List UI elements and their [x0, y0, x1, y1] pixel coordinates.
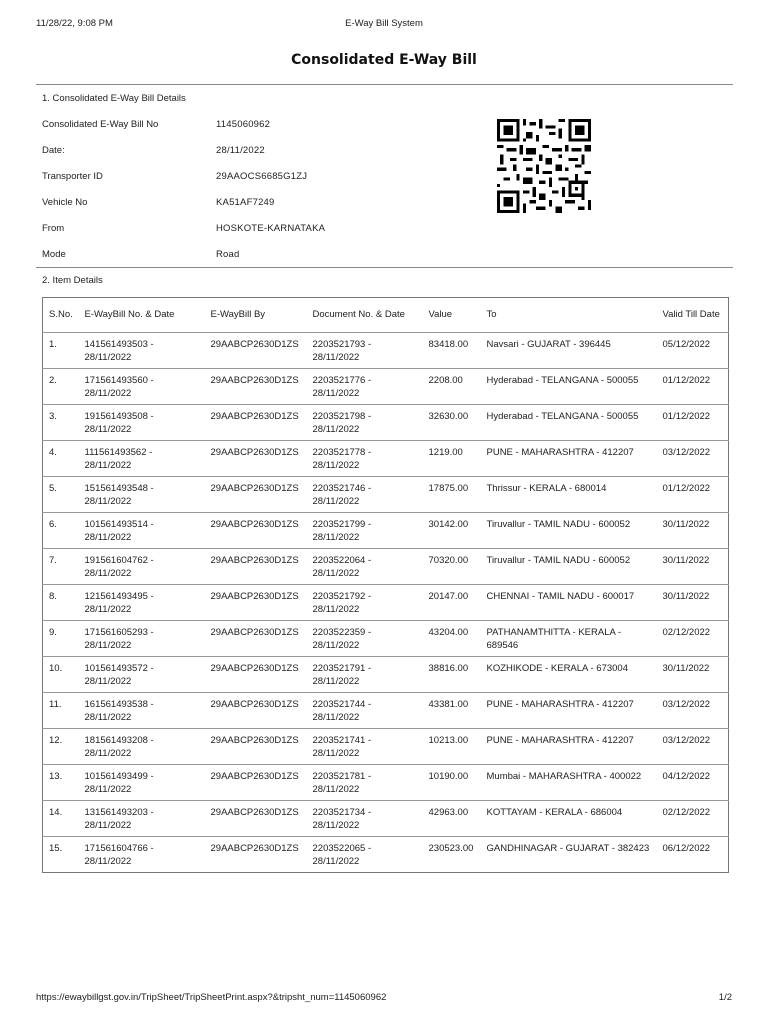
- table-row: [43, 333, 729, 369]
- cell-sno: 15.: [49, 843, 63, 854]
- cell-to: PUNE - MAHARASHTRA - 412207: [481, 729, 657, 765]
- cell-value: 17875.00: [423, 477, 481, 513]
- cell-sno: 11.: [43, 693, 79, 729]
- cell-document-no: 2203521792 - 28/11/2022: [307, 585, 423, 621]
- cell-ewaybill-no: 171561605293 - 28/11/2022: [79, 621, 205, 657]
- table-row: [43, 441, 729, 477]
- cell-valid-till: 01/12/2022: [657, 405, 729, 441]
- cell-to: PATHANAMTHITTA - KERALA - 689546: [481, 621, 657, 657]
- cell-document-no: 2203521776 - 28/11/2022: [307, 369, 423, 405]
- divider: [36, 84, 733, 85]
- cell-valid-till: 03/12/2022: [657, 441, 729, 477]
- cell-ewaybill-by: 29AABCP2630D1ZS: [205, 405, 307, 441]
- cell-sno: 10.: [43, 657, 79, 693]
- cell-document-no: 2203522064 - 28/11/2022: [307, 549, 423, 585]
- cell-ewaybill-by: 29AABCP2630D1ZS: [205, 513, 307, 549]
- table-row: [43, 585, 729, 621]
- cell-ewaybill-by: 29AABCP2630D1ZS: [205, 801, 307, 837]
- cell-sno: 8.: [43, 585, 79, 621]
- cell-ewaybill-by: 29AABCP2630D1ZS: [205, 585, 307, 621]
- cell-sno: 5.: [43, 477, 79, 513]
- table-row: [43, 693, 729, 729]
- detail-row-date: [42, 136, 482, 162]
- table-row: [43, 621, 729, 657]
- cell-value: 2208.00: [423, 369, 481, 405]
- cell-valid-till: 04/12/2022: [657, 765, 729, 801]
- item-details-table: [42, 297, 729, 873]
- cell-ewaybill-no: 151561493548 - 28/11/2022: [79, 477, 205, 513]
- cell-value: 10190.00: [423, 765, 481, 801]
- cell-to: KOZHIKODE - KERALA - 673004: [481, 657, 657, 693]
- cell-ewaybill-no: 131561493203 - 28/11/2022: [79, 801, 205, 837]
- detail-label: From: [42, 223, 65, 234]
- cell-ewaybill-no: 111561493562 - 28/11/2022: [79, 441, 205, 477]
- page-title: Consolidated E-Way Bill: [291, 52, 477, 68]
- cell-valid-till: 30/11/2022: [657, 549, 729, 585]
- detail-label: Consolidated E-Way Bill No: [42, 119, 159, 130]
- cell-to: Navsari - GUJARAT - 396445: [481, 333, 657, 369]
- cell-valid-till: 30/11/2022: [657, 513, 729, 549]
- cell-to: PUNE - MAHARASHTRA - 412207: [481, 441, 657, 477]
- detail-value: HOSKOTE-KARNATAKA: [216, 223, 326, 234]
- cell-ewaybill-by: 29AABCP2630D1ZS: [205, 729, 307, 765]
- bill-details: [42, 110, 482, 266]
- table-row: [43, 801, 729, 837]
- cell-value: 230523.00: [428, 843, 474, 854]
- cell-value: 20147.00: [423, 585, 481, 621]
- print-footer: [36, 992, 732, 1006]
- cell-valid-till: 02/12/2022: [657, 621, 729, 657]
- cell-ewaybill-by: 29AABCP2630D1ZS: [205, 765, 307, 801]
- cell-ewaybill-no: 171561604766 - 28/11/2022: [84, 843, 154, 867]
- cell-ewaybill-no: 191561493508 - 28/11/2022: [79, 405, 205, 441]
- print-datetime: 11/28/22, 9:08 PM: [36, 18, 113, 29]
- cell-value: 43204.00: [423, 621, 481, 657]
- cell-to: Thrissur - KERALA - 680014: [481, 477, 657, 513]
- cell-ewaybill-no: 141561493503 - 28/11/2022: [79, 333, 205, 369]
- detail-label: Date:: [42, 145, 65, 156]
- cell-sno: 13.: [43, 765, 79, 801]
- detail-value: KA51AF7249: [216, 197, 275, 208]
- cell-valid-till: 03/12/2022: [657, 729, 729, 765]
- item-rows: [43, 333, 729, 873]
- cell-value: 70320.00: [423, 549, 481, 585]
- cell-ewaybill-by: 29AABCP2630D1ZS: [205, 333, 307, 369]
- cell-document-no: 2203521741 - 28/11/2022: [307, 729, 423, 765]
- cell-sno: 2.: [43, 369, 79, 405]
- cell-valid-till: 02/12/2022: [657, 801, 729, 837]
- table-row: [43, 513, 729, 549]
- column-header-ewaybill-no: E-WayBill No. & Date: [79, 298, 205, 333]
- cell-document-no: 2203521746 - 28/11/2022: [307, 477, 423, 513]
- cell-value: 1219.00: [423, 441, 481, 477]
- qr-code-icon: [497, 118, 591, 214]
- cell-to: Mumbai - MAHARASHTRA - 400022: [481, 765, 657, 801]
- cell-value: 30142.00: [423, 513, 481, 549]
- cell-value: 10213.00: [423, 729, 481, 765]
- section-heading-details: 1. Consolidated E-Way Bill Details: [42, 93, 186, 104]
- cell-value: 43381.00: [423, 693, 481, 729]
- detail-row-from: [42, 214, 482, 240]
- cell-ewaybill-by: 29AABCP2630D1ZS: [205, 621, 307, 657]
- detail-value: 1145060962: [216, 119, 271, 130]
- column-header-to: To: [481, 298, 657, 333]
- cell-to: PUNE - MAHARASHTRA - 412207: [481, 693, 657, 729]
- detail-row-mode: [42, 240, 482, 266]
- cell-to: Hyderabad - TELANGANA - 500055: [481, 405, 657, 441]
- cell-document-no: 2203521781 - 28/11/2022: [307, 765, 423, 801]
- table-row: [43, 837, 729, 873]
- cell-valid-till: 30/11/2022: [657, 585, 729, 621]
- detail-label: Mode: [42, 249, 66, 260]
- cell-document-no: 2203521799 - 28/11/2022: [307, 513, 423, 549]
- table-header-row: [43, 298, 729, 333]
- cell-document-no: 2203521793 - 28/11/2022: [307, 333, 423, 369]
- cell-document-no: 2203522065 - 28/11/2022: [312, 843, 372, 867]
- detail-value: Road: [216, 249, 240, 260]
- column-header-sno: S.No.: [43, 298, 79, 333]
- detail-value: 29AAOCS6685G1ZJ: [216, 171, 308, 182]
- table-row: [43, 657, 729, 693]
- cell-valid-till: 06/12/2022: [662, 843, 711, 854]
- cell-sno: 9.: [43, 621, 79, 657]
- print-header: [36, 18, 732, 32]
- detail-row-bill-no: [42, 110, 482, 136]
- cell-sno: 6.: [43, 513, 79, 549]
- table-row: [43, 369, 729, 405]
- cell-sno: 1.: [43, 333, 79, 369]
- table-row: [43, 729, 729, 765]
- detail-row-vehicle-no: [42, 188, 482, 214]
- cell-valid-till: 01/12/2022: [657, 477, 729, 513]
- cell-sno: 12.: [43, 729, 79, 765]
- cell-ewaybill-by: 29AABCP2630D1ZS: [205, 657, 307, 693]
- cell-to: Tiruvallur - TAMIL NADU - 600052: [481, 513, 657, 549]
- table-row: [43, 405, 729, 441]
- section-heading-items: 2. Item Details: [42, 275, 103, 286]
- column-header-ewaybill-by: E-WayBill By: [205, 298, 307, 333]
- cell-to: Tiruvallur - TAMIL NADU - 600052: [481, 549, 657, 585]
- cell-to: GANDHINAGAR - GUJARAT - 382423: [486, 843, 650, 854]
- cell-value: 42963.00: [423, 801, 481, 837]
- cell-document-no: 2203521744 - 28/11/2022: [307, 693, 423, 729]
- cell-value: 38816.00: [423, 657, 481, 693]
- cell-valid-till: 03/12/2022: [657, 693, 729, 729]
- cell-ewaybill-no: 121561493495 - 28/11/2022: [79, 585, 205, 621]
- cell-ewaybill-no: 191561604762 - 28/11/2022: [79, 549, 205, 585]
- cell-to: KOTTAYAM - KERALA - 686004: [481, 801, 657, 837]
- cell-value: 83418.00: [423, 333, 481, 369]
- cell-document-no: 2203521778 - 28/11/2022: [307, 441, 423, 477]
- cell-ewaybill-by: 29AABCP2630D1ZS: [205, 441, 307, 477]
- cell-ewaybill-no: 101561493572 - 28/11/2022: [79, 657, 205, 693]
- cell-valid-till: 05/12/2022: [657, 333, 729, 369]
- column-header-valid-till: Valid Till Date: [657, 298, 729, 333]
- cell-ewaybill-no: 101561493499 - 28/11/2022: [79, 765, 205, 801]
- cell-document-no: 2203521791 - 28/11/2022: [307, 657, 423, 693]
- cell-ewaybill-no: 181561493208 - 28/11/2022: [79, 729, 205, 765]
- cell-sno: 7.: [43, 549, 79, 585]
- cell-ewaybill-by: 29AABCP2630D1ZS: [205, 477, 307, 513]
- cell-ewaybill-no: 101561493514 - 28/11/2022: [79, 513, 205, 549]
- cell-ewaybill-by: 29AABCP2630D1ZS: [210, 843, 299, 854]
- detail-label: Transporter ID: [42, 171, 103, 182]
- cell-to: Hyderabad - TELANGANA - 500055: [481, 369, 657, 405]
- page-number: 1/2: [718, 992, 732, 1003]
- cell-value: 32630.00: [423, 405, 481, 441]
- cell-valid-till: 30/11/2022: [657, 657, 729, 693]
- table-row: [43, 765, 729, 801]
- print-url: https://ewaybillgst.gov.in/TripSheet/TripSheetPrint.aspx?&tripsht_num=1145060962: [36, 992, 387, 1003]
- cell-ewaybill-by: 29AABCP2630D1ZS: [205, 693, 307, 729]
- cell-ewaybill-no: 161561493538 - 28/11/2022: [79, 693, 205, 729]
- print-system-name: E-Way Bill System: [345, 18, 423, 29]
- column-header-document-no: Document No. & Date: [307, 298, 423, 333]
- detail-value: 28/11/2022: [216, 145, 265, 156]
- detail-label: Vehicle No: [42, 197, 88, 208]
- table-row: [43, 477, 729, 513]
- column-header-value: Value: [423, 298, 481, 333]
- cell-document-no: 2203522359 - 28/11/2022: [307, 621, 423, 657]
- cell-document-no: 2203521734 - 28/11/2022: [307, 801, 423, 837]
- cell-ewaybill-no: 171561493560 - 28/11/2022: [79, 369, 205, 405]
- divider: [36, 267, 733, 268]
- cell-sno: 3.: [43, 405, 79, 441]
- detail-row-transporter-id: [42, 162, 482, 188]
- cell-to: CHENNAI - TAMIL NADU - 600017: [481, 585, 657, 621]
- cell-sno: 4.: [43, 441, 79, 477]
- cell-ewaybill-by: 29AABCP2630D1ZS: [205, 369, 307, 405]
- cell-document-no: 2203521798 - 28/11/2022: [307, 405, 423, 441]
- cell-ewaybill-by: 29AABCP2630D1ZS: [205, 549, 307, 585]
- cell-valid-till: 01/12/2022: [657, 369, 729, 405]
- cell-sno: 14.: [43, 801, 79, 837]
- table-row: [43, 549, 729, 585]
